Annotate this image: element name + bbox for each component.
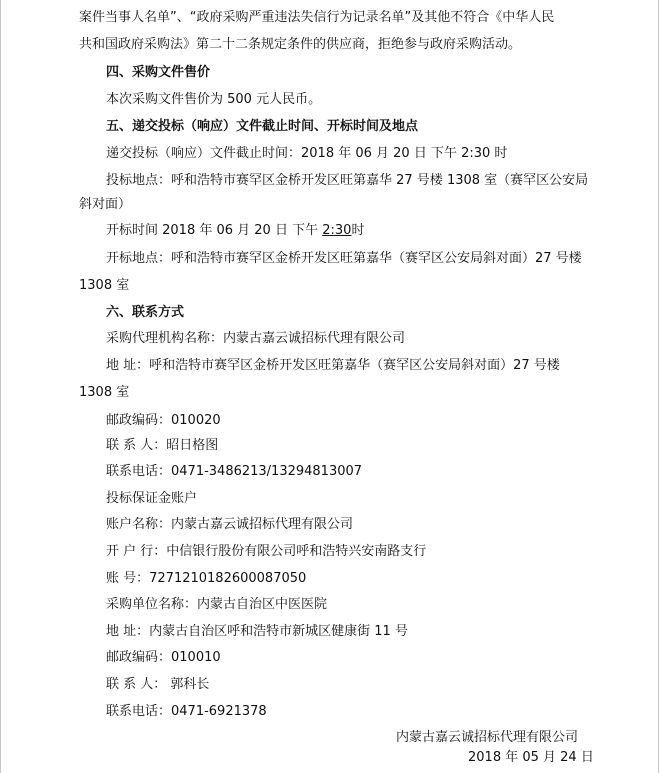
open-place-line-2: 1308 室 xyxy=(79,278,130,293)
section6-heading: 六、联系方式 xyxy=(106,305,185,320)
account-name: 账户名称：内蒙古嘉云诚招标代理有限公司 xyxy=(106,517,354,532)
buyer-address: 地 址：内蒙古自治区呼和浩特市新城区健康街 11 号 xyxy=(106,624,408,639)
section5-heading: 五、递交投标（响应）文件截止时间、开标时间及地点 xyxy=(106,119,419,134)
signature-date: 2018 年 05 月 24 日 xyxy=(468,750,594,765)
open-place-line-1: 开标地点：呼和浩特市赛罕区金桥开发区旺第嘉华（赛罕区公安局斜对面）27 号楼 xyxy=(106,251,582,266)
page-border-left xyxy=(0,0,1,773)
buyer-name: 采购单位名称：内蒙古自治区中医医院 xyxy=(106,597,328,612)
bid-place-line-1: 投标地点：呼和浩特市赛罕区金桥开发区旺第嘉华 27 号楼 1308 室（赛罕区公安局 xyxy=(106,173,589,188)
buyer-contact: 联 系 人： 郭科长 xyxy=(106,677,210,692)
signature-company: 内蒙古嘉云诚招标代理有限公司 xyxy=(396,730,579,745)
page-border-right xyxy=(658,0,659,773)
section4-text: 本次采购文件售价为 500 元人民币。 xyxy=(106,92,322,107)
agency-address-line-1: 地 址：呼和浩特市赛罕区金桥开发区旺第嘉华（赛罕区公安局斜对面）27 号楼 xyxy=(106,358,560,373)
open-time-underlined: 2:30 xyxy=(322,223,352,238)
agency-postcode: 邮政编码：010020 xyxy=(106,413,221,428)
agency-address-line-2: 1308 室 xyxy=(79,385,130,400)
intro-line-1: 案件当事人名单”、“政府采购严重违法失信行为记录名单”及其他不符合《中华人民 xyxy=(79,10,555,25)
account-number: 账 号：7271210182600087050 xyxy=(106,571,307,586)
deposit-account-title: 投标保证金账户 xyxy=(106,491,198,506)
intro-line-2: 共和国政府采购法》第二十二条规定条件的供应商，拒绝参与政府采购活动。 xyxy=(79,37,522,52)
agency-contact: 联 系 人：昭日格图 xyxy=(106,438,219,453)
buyer-postcode: 邮政编码：010010 xyxy=(106,650,221,665)
open-time-text xyxy=(106,222,364,240)
bid-place-line-2: 斜对面） xyxy=(79,197,132,212)
deadline-text: 递交投标（响应）文件截止时间：2018 年 06 月 20 日 下午 2:30 时 xyxy=(106,146,508,161)
buyer-phone: 联系电话：0471-6921378 xyxy=(106,704,267,719)
open-time-suffix: 时 xyxy=(351,223,365,238)
open-time-prefix: 开标时间 2018 年 06 月 20 日 下午 xyxy=(106,223,323,238)
section4-heading: 四、采购文件售价 xyxy=(106,65,211,80)
agency-phone: 联系电话：0471-3486213/13294813007 xyxy=(106,464,363,479)
bank-name: 开 户 行：中信银行股份有限公司呼和浩特兴安南路支行 xyxy=(106,544,427,559)
agency-name: 采购代理机构名称：内蒙古嘉云诚招标代理有限公司 xyxy=(106,331,406,346)
